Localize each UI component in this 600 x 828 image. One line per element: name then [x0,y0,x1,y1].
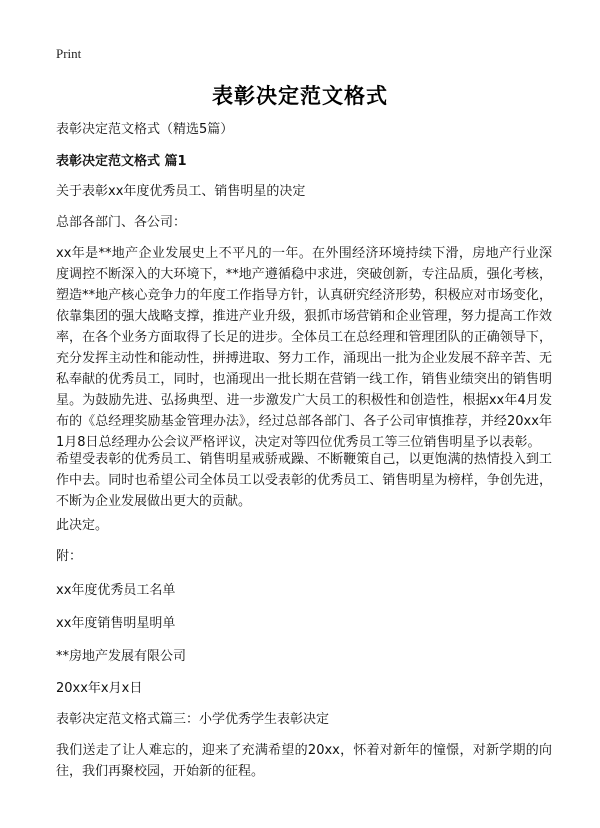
decision-title: 关于表彰xx年度优秀员工、销售明星的决定 [56,184,306,199]
section-heading: 表彰决定范文格式 篇1 [56,154,187,169]
closing-text: 此决定。 [56,518,109,533]
body-paragraph-3: 我们送走了让人难忘的，迎来了充满希望的20xx，怀着对新年的憧憬，对新学期的向往，我们再聚校园，开始新的征程。 [56,743,552,779]
attachment-item: xx年度销售明星明单 [56,616,176,631]
salutation: 总部各部门、各公司： [56,215,187,230]
attachment-label: 附： [56,549,83,564]
section-heading-3: 表彰决定范文格式篇三：小学优秀学生表彰决定 [56,712,330,727]
attachment-item: xx年度优秀员工名单 [56,583,176,598]
page-title: 表彰决定范文格式 [212,84,388,108]
print-label[interactable]: Print [56,46,82,61]
company-name: **房地产发展有限公司 [56,649,187,664]
body-paragraph-2: 希望受表彰的优秀员工、销售明星戒骄戒躁、不断鞭策自己，以更饱满的热情投入到工作中去。同时也希望公司全体员工以受表彰的优秀员工、销售明星为榜样，争创先进，不断为企业发展做出更大的贡献。 [56,452,552,509]
subtitle: 表彰决定范文格式（精选5篇） [56,122,234,137]
body-paragraph-1: xx年是**地产企业发展史上不平凡的一年。在外围经济环境持续下滑，房地产行业深度调控不断深入的大环境下，**地产遵循稳中求进，突破创新，专注品质，强化考核，塑造**地产核心竞争力的年度工作指导方针，认真研究经济形势，积极应对市场变化，依靠集团的强大战略支撑，推进产业升级，狠抓市场营销和企业管理，努力提高工作效率，在各个业务方面取得了长足的进步。全体员工在总经理和管理团队的正确领导下，充分发挥主动性和能动性，拼搏进取、努力工作，涌现出一批为企业发展不辞辛苦、无私奉献的优秀员工，同时，也涌现出一批长期在营销一线工作，销售业绩突出的销售明星。为鼓励先进、弘扬典型、进一步激发广大员工的积极性和创造性，根据xx年4月发布的《总经理奖励基金管理办法》，经过总部各部门、各子公司审慎推荐，并经20xx年1月8日总经理办公会议严格评议，决定对等四位优秀员工等三位销售明星予以表彰。 [56,246,552,450]
document-date: 20xx年x月x日 [56,681,143,696]
